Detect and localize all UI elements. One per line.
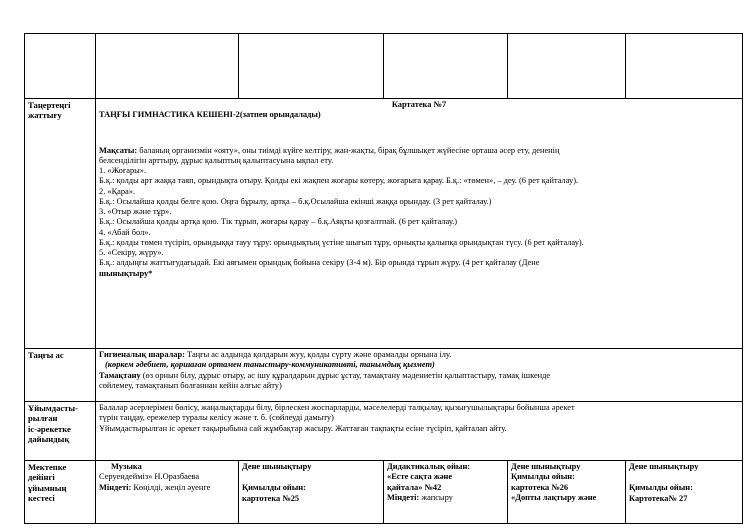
exercise-line: Б.қ.: Осылайша қолды белге қою. Оңға бұрылу, артқа – б.қ.Осылайша екінші жаққа орындау. (3 рет қайталау.): [99, 196, 492, 206]
schedule-cell-didactic: Дидактикалық ойын: «Есте сақта және қайтала» №42 Міндеті: жапсыру: [384, 461, 508, 524]
hygiene-line: Гигиеналық шаралар: Таңғы ас алдында қолдарын жуу, қолды сүрту және орамалды орнына ілу.: [99, 350, 452, 359]
meal-line: сөйлемеу, тамақтанып болғаннан кейін алғыс айту): [99, 380, 282, 390]
schedule-cell-pe-2: Дене шынықтыру Қимылды ойын: картотека №26 «Допты лақтыру және: [508, 461, 626, 524]
schedule-table: [24, 33, 743, 524]
morning-exercise-content: [96, 99, 743, 349]
header-cell: [25, 34, 96, 99]
activity-line: Балалар әсерлерімен бөлісу, жаңалықтарды білу, бірлескен жоспарларды, мәселелерді талқылау, қызығушылықтары бойынша әрекет: [99, 403, 575, 412]
meal-line: Тамақтану (өз орнын білу, дұрыс отыру, ас ішу құралдарын дұрыс ұстау, тамақтану мәдениетін қалыптастыру, тамақ ішкенде: [99, 370, 551, 380]
exercise-line: Б.қ.: қолды арт жаққа таяп, орындықта отыру. Қолды екі жақпен жоғары көтеру, жоғарыға қарау. Б.қ.: «төмен», – деу. (6 рет қайталау).: [99, 176, 579, 186]
morning-exercise-row: [25, 99, 743, 349]
exercise-line: 2. «Қара».: [99, 186, 136, 196]
goal-line: Мақсаты: баланың организмін «ояту», оны тиімді күйге келтіру, жан-жақты, бірақ бұлшықет жүйесіне орташа әсер ету, дененің: [99, 145, 560, 155]
activity-line: түрін таңдау, ережелер туралы келісу және т. б. (сөйлеуді дамыту): [99, 413, 334, 423]
breakfast-content: [96, 349, 743, 402]
goal-line: белсенділігін арттыру, дұрыс қалыптың қалыптасуына ықпал ету.: [99, 155, 334, 165]
schedule-cell-music: Музыка Серуендейміз» Н.Оразбаева Міндеті: Көңілді, жеңіл әуенге: [96, 461, 239, 524]
gymnastics-title: ТАҢҒЫ ГИМНАСТИКА КЕШЕНІ-2(затпен орындалады): [99, 110, 321, 120]
header-cell: [96, 34, 239, 99]
header-row: [25, 34, 743, 99]
organized-activity-label: Ұйымдасты- рылған іс-әрекетке дайындық: [25, 402, 96, 461]
header-cell: [384, 34, 508, 99]
schedule-cell-pe-1: Дене шынықтыру Қимылды ойын: картотека №25: [239, 461, 384, 524]
organized-activity-content: [96, 402, 743, 461]
exercise-line: Б.қ.: қолды төмен түсіріп, орындыққа тауу тұру: орындықтың үстіне шығып тұру, орнықты қалыпқа орындықтан түсу. (6 рет қайталау).: [99, 237, 584, 247]
morning-exercise-label: Таңертеңгі жаттығу: [25, 99, 96, 349]
preschool-schedule-label: Мектепке дейінгі ұйымның кестесі: [25, 461, 96, 524]
exercise-line: Б.қ.: Осылайша қолды артқа қою. Тік тұрып, жоғары қарау – б.қ.Аяқты қозғалтпай. (6 рет қайталау.): [99, 217, 458, 227]
exercise-line: шынықтыру*: [99, 268, 153, 278]
breakfast-row: [25, 349, 743, 402]
exercise-line: Б.қ.: алдыңғы жаттығудағыдай. Екі аяғымен орындық бойына секіру (3-4 м). Бір орында тұрып жүру. (4 рет қайталау (Дене: [99, 258, 540, 268]
exercise-line: 4. «Абай бол».: [99, 227, 151, 237]
header-cell: [626, 34, 743, 99]
hygiene-activity: (көркем әдебиет, қоршаған ортамен таныстыру-коммуникативті, танымдық қызмет): [105, 360, 435, 370]
schedule-cell-pe-3: Дене шынықтыру Қимылды ойын: Картотека№ 27: [626, 461, 743, 524]
header-cell: [508, 34, 626, 99]
breakfast-label: Таңғы ас: [25, 349, 96, 402]
exercise-line: 3. «Отыр және тұр».: [99, 207, 172, 216]
exercise-line: 5. «Секіру, жүру».: [99, 248, 164, 257]
exercise-line: 1. «Жоғары».: [99, 166, 147, 175]
preschool-schedule-row: [25, 461, 743, 524]
card-number: Картатека №7: [391, 100, 447, 109]
header-cell: [239, 34, 384, 99]
activity-line: Ұйымдастырылған іс әрекет тақырыбына сай жұмбақтар жасыру. Жаттаған тақпақты есіне түсіріп, қайталап айту.: [99, 423, 507, 433]
organized-activity-row: [25, 402, 743, 461]
